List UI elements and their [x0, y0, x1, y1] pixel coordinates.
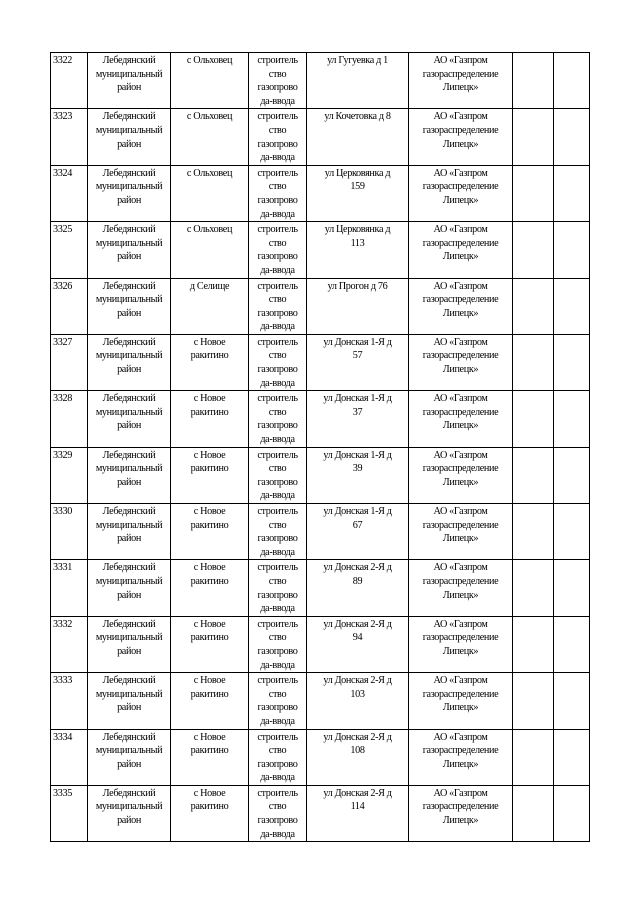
settlement-text: с Ольховец	[186, 111, 233, 123]
address-text: ул Гугуевка д 1	[327, 55, 388, 66]
work-type-text: строитель ство газопрово да-ввода	[257, 167, 298, 220]
address-cell	[307, 222, 409, 278]
work-type-cell	[249, 504, 307, 560]
row-number: 3335	[53, 787, 72, 799]
organization-cell	[409, 278, 513, 334]
settlement-text: с Новое ракитино	[190, 393, 229, 418]
extra-cell-2	[554, 53, 590, 109]
address-cell	[307, 673, 409, 729]
settlement-cell	[171, 560, 249, 616]
work-type-text: строитель ство газопрово да-ввода	[257, 731, 298, 784]
district-text: Лебедянский муниципальный район	[95, 562, 163, 601]
extra-cell-2	[554, 109, 590, 165]
extra-cell-2	[554, 391, 590, 447]
extra-cell-2	[554, 560, 590, 616]
organization-text: АО «Газпром газораспределение Липецк»	[422, 55, 499, 94]
address-text: ул Донская 2-Я д 94	[323, 618, 392, 644]
organization-cell	[409, 616, 513, 672]
district-cell	[88, 785, 171, 841]
settlement-cell	[171, 616, 249, 672]
table-row	[51, 391, 590, 447]
extra-cell-1	[513, 447, 554, 503]
extra-cell-2	[554, 334, 590, 390]
district-cell	[88, 729, 171, 785]
extra-cell-1	[513, 673, 554, 729]
work-type-cell	[249, 53, 307, 109]
organization-text: АО «Газпром газораспределение Липецк»	[422, 393, 499, 432]
district-text: Лебедянский муниципальный район	[95, 224, 163, 263]
settlement-text: с Новое ракитино	[190, 336, 229, 362]
organization-cell	[409, 729, 513, 785]
extra-cell-2	[554, 165, 590, 221]
row-number: 3334	[53, 731, 72, 743]
work-type-text: строитель ство газопрово да-ввода	[257, 224, 298, 276]
table-row	[51, 616, 590, 672]
row-number: 3325	[53, 224, 72, 236]
district-cell	[88, 109, 171, 165]
district-text: Лебедянский муниципальный район	[95, 731, 163, 770]
district-cell	[88, 560, 171, 616]
organization-text: АО «Газпром газораспределение Липецк»	[422, 731, 499, 770]
row-number: 3331	[53, 562, 72, 574]
work-type-cell	[249, 673, 307, 729]
district-cell	[88, 278, 171, 334]
organization-cell	[409, 165, 513, 221]
row-number: 3329	[53, 449, 72, 461]
address-text: ул Донская 2-Я д 103	[323, 675, 392, 700]
table-body	[51, 53, 590, 842]
organization-text: АО «Газпром газораспределение Липецк»	[422, 787, 499, 827]
work-type-cell	[249, 729, 307, 785]
settlement-text: с Новое ракитино	[190, 731, 229, 757]
row-number: 3323	[53, 111, 72, 123]
organization-text: АО «Газпром газораспределение Липецк»	[422, 280, 499, 319]
extra-cell-1	[513, 560, 554, 616]
extra-cell-2	[554, 447, 590, 503]
district-text: Лебедянский муниципальный район	[95, 787, 163, 827]
extra-cell-2	[554, 222, 590, 278]
work-type-text: строитель ство газопрово да-ввода	[257, 336, 298, 389]
register-table	[50, 52, 590, 842]
extra-cell-1	[513, 334, 554, 390]
row-number-cell	[51, 447, 88, 503]
district-cell	[88, 616, 171, 672]
address-cell	[307, 278, 409, 334]
organization-text: АО «Газпром газораспределение Липецк»	[422, 336, 499, 376]
settlement-text: с Ольховец	[186, 167, 233, 179]
work-type-text: строитель ство газопрово да-ввода	[257, 280, 298, 333]
row-number-cell	[51, 53, 88, 109]
settlement-text: с Новое ракитино	[190, 449, 229, 475]
address-cell	[307, 447, 409, 503]
work-type-text: строитель ство газопрово да-ввода	[257, 618, 298, 671]
district-cell	[88, 673, 171, 729]
organization-cell	[409, 447, 513, 503]
table-row	[51, 729, 590, 785]
row-number: 3327	[53, 336, 72, 348]
district-text: Лебедянский муниципальный район	[95, 280, 163, 319]
work-type-text: строитель ство газопрово да-ввода	[257, 393, 298, 446]
row-number: 3332	[53, 618, 72, 630]
extra-cell-2	[554, 729, 590, 785]
address-cell	[307, 785, 409, 841]
district-text: Лебедянский муниципальный район	[95, 506, 163, 545]
extra-cell-2	[554, 673, 590, 729]
row-number-cell	[51, 334, 88, 390]
organization-cell	[409, 504, 513, 560]
settlement-cell	[171, 334, 249, 390]
extra-cell-1	[513, 391, 554, 447]
address-text: ул Донская 1-Я д 67	[323, 506, 392, 531]
address-cell	[307, 334, 409, 390]
row-number-cell	[51, 278, 88, 334]
extra-cell-2	[554, 504, 590, 560]
organization-cell	[409, 673, 513, 729]
work-type-cell	[249, 278, 307, 334]
settlement-text: с Новое ракитино	[190, 562, 229, 587]
district-text: Лебедянский муниципальный район	[95, 336, 163, 376]
address-cell	[307, 616, 409, 672]
district-cell	[88, 447, 171, 503]
organization-cell	[409, 109, 513, 165]
work-type-cell	[249, 616, 307, 672]
row-number-cell	[51, 785, 88, 841]
settlement-cell	[171, 222, 249, 278]
district-cell	[88, 391, 171, 447]
row-number: 3326	[53, 280, 72, 292]
settlement-cell	[171, 53, 249, 109]
row-number-cell	[51, 560, 88, 616]
row-number-cell	[51, 109, 88, 165]
settlement-cell	[171, 785, 249, 841]
settlement-cell	[171, 447, 249, 503]
address-cell	[307, 109, 409, 165]
district-text: Лебедянский муниципальный район	[95, 618, 163, 657]
row-number-cell	[51, 673, 88, 729]
extra-cell-2	[554, 616, 590, 672]
organization-text: АО «Газпром газораспределение Липецк»	[422, 506, 499, 545]
row-number: 3324	[53, 167, 72, 179]
address-cell	[307, 729, 409, 785]
address-text: ул Церковянка д 159	[324, 167, 391, 193]
work-type-text: строитель ство газопрово да-ввода	[257, 562, 298, 615]
row-number-cell	[51, 616, 88, 672]
row-number-cell	[51, 504, 88, 560]
organization-cell	[409, 53, 513, 109]
work-type-text: строитель ство газопрово да-ввода	[257, 111, 298, 164]
organization-text: АО «Газпром газораспределение Липецк»	[422, 675, 499, 714]
row-number: 3330	[53, 506, 72, 517]
district-text: Лебедянский муниципальный район	[95, 55, 163, 94]
extra-cell-1	[513, 616, 554, 672]
row-number: 3328	[53, 393, 72, 405]
extra-cell-1	[513, 165, 554, 221]
extra-cell-2	[554, 785, 590, 841]
organization-text: АО «Газпром газораспределение Липецк»	[422, 562, 499, 601]
organization-cell	[409, 560, 513, 616]
work-type-text: строитель ство газопрово да-ввода	[257, 675, 298, 727]
table-row	[51, 109, 590, 165]
extra-cell-1	[513, 729, 554, 785]
settlement-text: с Новое ракитино	[190, 787, 229, 813]
settlement-text: с Ольховец	[186, 224, 233, 236]
address-text: ул Церковянка д 113	[324, 224, 391, 249]
district-cell	[88, 53, 171, 109]
district-cell	[88, 222, 171, 278]
settlement-text: с Новое ракитино	[190, 675, 229, 700]
row-number-cell	[51, 391, 88, 447]
settlement-cell	[171, 729, 249, 785]
table-row	[51, 673, 590, 729]
address-text: ул Донская 1-Я д 57	[323, 336, 392, 362]
organization-cell	[409, 391, 513, 447]
district-text: Лебедянский муниципальный район	[95, 167, 163, 206]
address-text: ул Донская 1-Я д 39	[323, 449, 392, 475]
settlement-cell	[171, 673, 249, 729]
organization-cell	[409, 222, 513, 278]
settlement-text: с Новое ракитино	[190, 618, 229, 644]
district-text: Лебедянский муниципальный район	[95, 675, 163, 714]
address-text: ул Донская 2-Я д 114	[323, 787, 392, 813]
work-type-cell	[249, 785, 307, 841]
work-type-cell	[249, 560, 307, 616]
row-number-cell	[51, 729, 88, 785]
address-text: ул Донская 1-Я д 37	[323, 393, 392, 418]
row-number: 3322	[53, 55, 72, 66]
extra-cell-1	[513, 222, 554, 278]
table-row	[51, 334, 590, 390]
table-row	[51, 560, 590, 616]
address-cell	[307, 165, 409, 221]
organization-text: АО «Газпром газораспределение Липецк»	[422, 224, 499, 263]
settlement-cell	[171, 504, 249, 560]
address-cell	[307, 504, 409, 560]
work-type-cell	[249, 334, 307, 390]
organization-text: АО «Газпром газораспределение Липецк»	[422, 111, 499, 150]
district-cell	[88, 334, 171, 390]
address-text: ул Кочетовка д 8	[324, 111, 391, 123]
extra-cell-1	[513, 109, 554, 165]
work-type-cell	[249, 109, 307, 165]
table-row	[51, 222, 590, 278]
address-text: ул Донская 2-Я д 108	[323, 731, 392, 757]
extra-cell-1	[513, 278, 554, 334]
address-cell	[307, 560, 409, 616]
organization-text: АО «Газпром газораспределение Липецк»	[422, 167, 499, 206]
table-row	[51, 165, 590, 221]
table-row	[51, 785, 590, 841]
work-type-cell	[249, 165, 307, 221]
table-row	[51, 447, 590, 503]
row-number-cell	[51, 222, 88, 278]
organization-text: АО «Газпром газораспределение Липецк»	[422, 449, 499, 488]
organization-cell	[409, 334, 513, 390]
settlement-text: с Новое ракитино	[190, 506, 229, 531]
extra-cell-1	[513, 504, 554, 560]
district-text: Лебедянский муниципальный район	[95, 449, 163, 488]
extra-cell-1	[513, 53, 554, 109]
extra-cell-2	[554, 278, 590, 334]
work-type-text: строитель ство газопрово да-ввода	[257, 787, 298, 840]
settlement-cell	[171, 109, 249, 165]
district-cell	[88, 165, 171, 221]
row-number: 3333	[53, 675, 72, 687]
work-type-cell	[249, 391, 307, 447]
settlement-cell	[171, 278, 249, 334]
district-text: Лебедянский муниципальный район	[95, 393, 163, 432]
district-cell	[88, 504, 171, 560]
settlement-text: с Ольховец	[186, 55, 233, 66]
work-type-text: строитель ство газопрово да-ввода	[257, 55, 298, 107]
work-type-text: строитель ство газопрово да-ввода	[257, 449, 298, 502]
address-text: ул Донская 2-Я д 89	[323, 562, 392, 587]
table-row	[51, 53, 590, 109]
address-cell	[307, 53, 409, 109]
table-row	[51, 504, 590, 560]
work-type-cell	[249, 447, 307, 503]
settlement-text: д Селище	[189, 280, 230, 292]
address-cell	[307, 391, 409, 447]
work-type-cell	[249, 222, 307, 278]
settlement-cell	[171, 391, 249, 447]
settlement-cell	[171, 165, 249, 221]
organization-text: АО «Газпром газораспределение Липецк»	[422, 618, 499, 657]
organization-cell	[409, 785, 513, 841]
row-number-cell	[51, 165, 88, 221]
district-text: Лебедянский муниципальный район	[95, 111, 163, 150]
extra-cell-1	[513, 785, 554, 841]
address-text: ул Прогон д 76	[327, 280, 388, 292]
table-row	[51, 278, 590, 334]
work-type-text: строитель ство газопрово да-ввода	[257, 506, 298, 558]
